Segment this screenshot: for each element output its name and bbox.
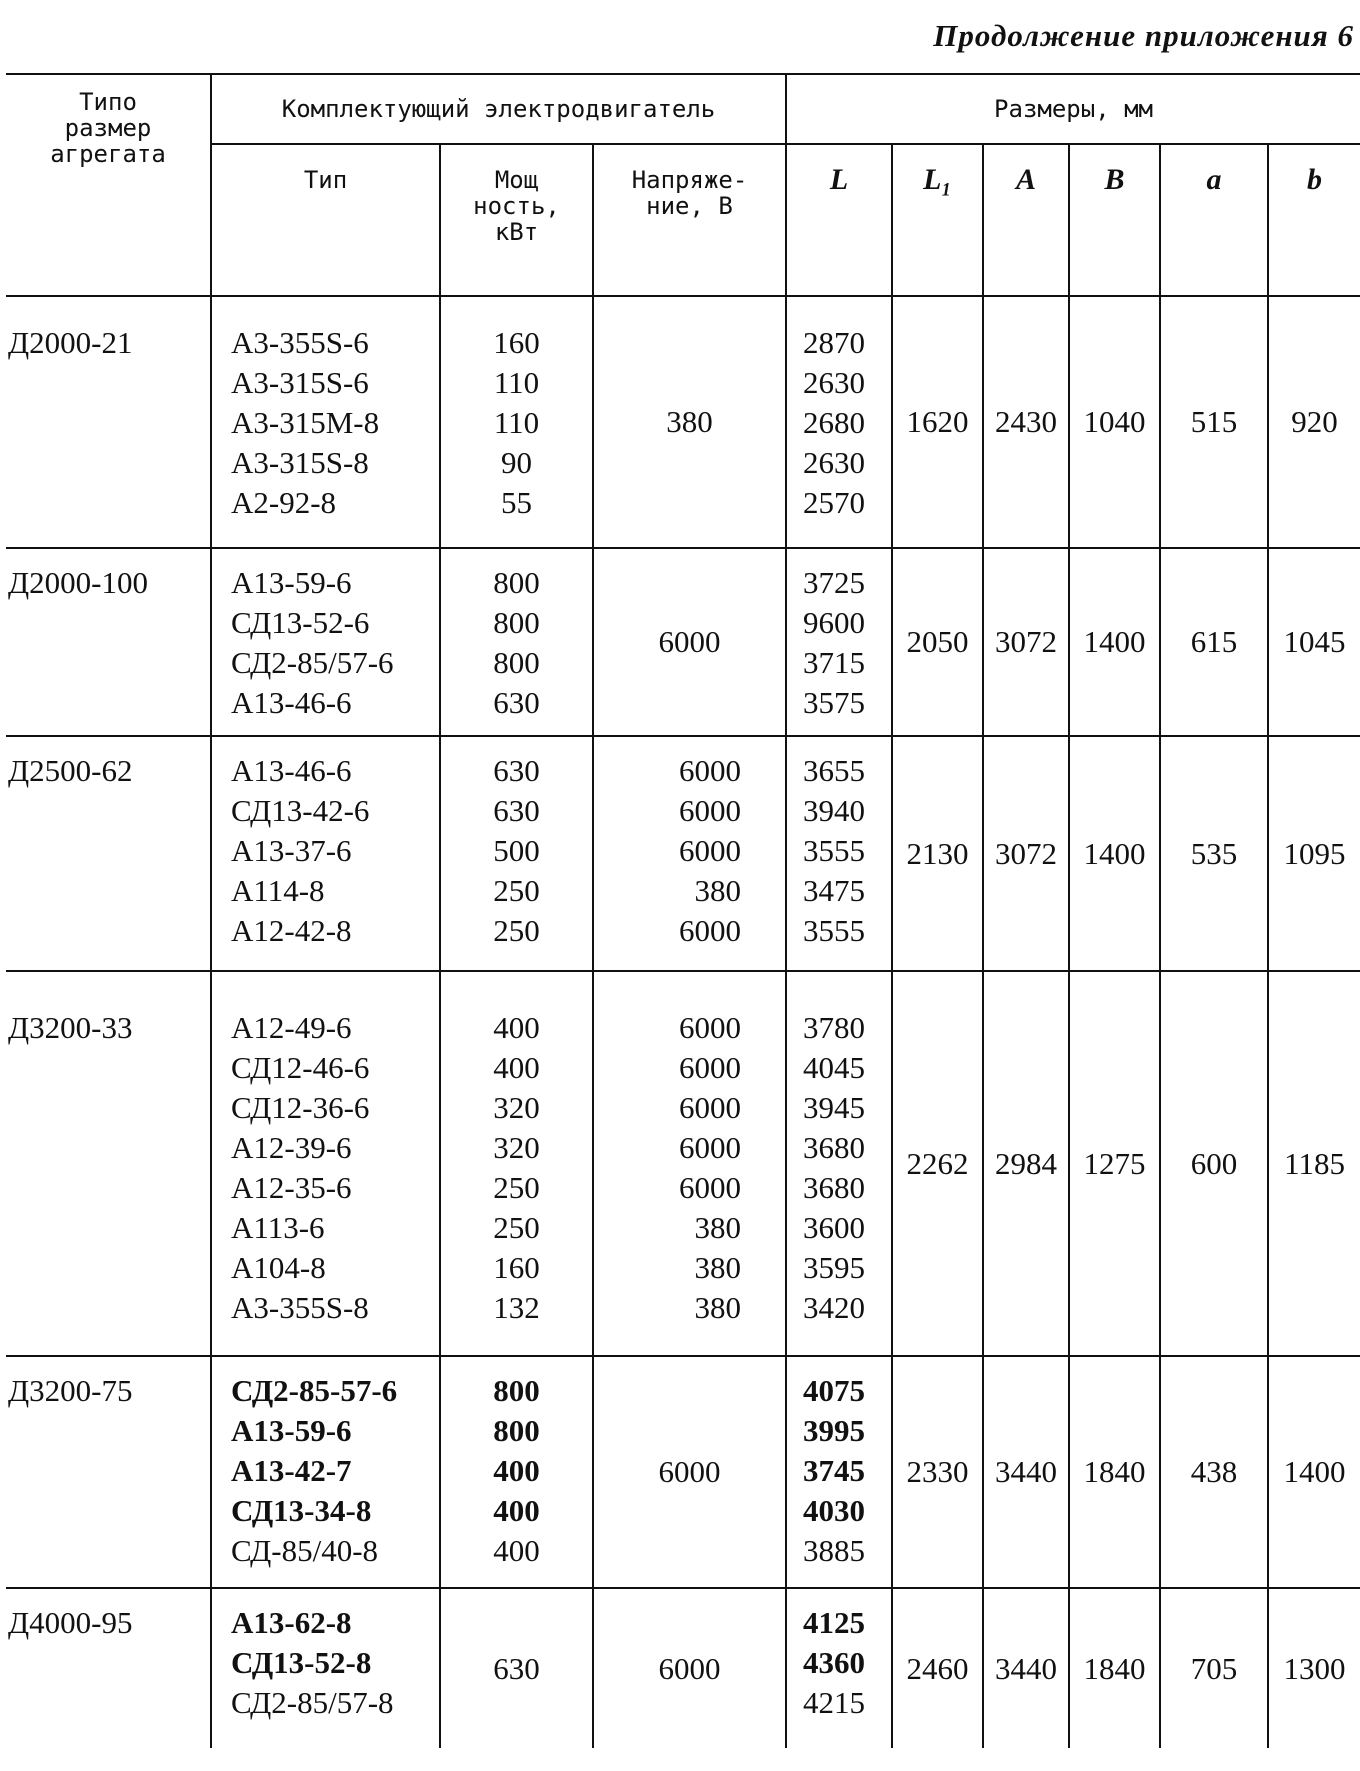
dim-B: 1840 [1069, 1588, 1160, 1748]
dim-B: 1840 [1069, 1356, 1160, 1588]
unit-size: Д3200-33 [6, 971, 211, 1356]
table-row [6, 548, 1360, 736]
motor-types: А13-59-6 СД13-52-6 СД2-85/57-6 А13-46-6 [211, 548, 440, 736]
dim-L1: 2262 [892, 971, 983, 1356]
dim-A: 2430 [983, 296, 1069, 548]
header-b: b [1268, 144, 1360, 296]
unit-size: Д2000-21 [6, 296, 211, 548]
table-row [6, 971, 1360, 1356]
dim-b: 1045 [1268, 548, 1360, 736]
table-row [6, 1588, 1360, 1748]
dim-B: 1040 [1069, 296, 1160, 548]
page-caption: Продолжение приложения 6 [933, 18, 1354, 53]
dim-L: 4125 4360 4215 [786, 1588, 892, 1748]
motor-types: А13-46-6 СД13-42-6 А13-37-6 А114-8 А12-42-8 [211, 736, 440, 971]
dim-b: 920 [1268, 296, 1360, 548]
motor-types: А3-355S-6 А3-315S-6 А3-315М-8 А3-315S-8 А2-92-8 [211, 296, 440, 548]
header-a: a [1160, 144, 1268, 296]
dim-a: 705 [1160, 1588, 1268, 1748]
dim-B: 1275 [1069, 971, 1160, 1356]
dim-L: 3780 4045 3945 3680 3680 3600 3595 3420 [786, 971, 892, 1356]
dim-L1: 2050 [892, 548, 983, 736]
table-row [6, 296, 1360, 548]
header-A: A [983, 144, 1069, 296]
dim-A: 3072 [983, 736, 1069, 971]
header-L: L [786, 144, 892, 296]
dim-A: 3440 [983, 1588, 1069, 1748]
dim-a: 535 [1160, 736, 1268, 971]
dim-A: 3440 [983, 1356, 1069, 1588]
dim-L1: 1620 [892, 296, 983, 548]
dim-b: 1095 [1268, 736, 1360, 971]
motor-voltages: 6000 6000 6000 380 6000 [593, 736, 786, 971]
dim-L: 3655 3940 3555 3475 3555 [786, 736, 892, 971]
motor-powers: 800 800 400 400 400 [440, 1356, 593, 1588]
motor-types: А12-49-6 СД12-46-6 СД12-36-6 А12-39-6 А12-35-6 А113-6 А104-8 А3-355S-8 [211, 971, 440, 1356]
dim-A: 2984 [983, 971, 1069, 1356]
dim-B: 1400 [1069, 548, 1160, 736]
motor-powers: 630 630 500 250 250 [440, 736, 593, 971]
unit-size: Д3200-75 [6, 1356, 211, 1588]
table-row [6, 736, 1360, 971]
unit-size: Д4000-95 [8, 1605, 133, 1640]
motor-voltage: 6000 [593, 1588, 786, 1748]
table-row [6, 1356, 1360, 1588]
dim-a: 600 [1160, 971, 1268, 1356]
motor-voltage: 6000 [593, 548, 786, 736]
dim-b: 1300 [1268, 1588, 1360, 1748]
motor-types: А13-62-8 СД13-52-8 СД2-85/57-8 [211, 1588, 440, 1748]
header-motor-group: Комплектующий электродвигатель [211, 74, 786, 144]
motor-powers: 400 400 320 320 250 250 160 132 [440, 971, 593, 1356]
motor-voltage: 6000 [593, 1356, 786, 1588]
motor-voltages: 6000 6000 6000 6000 6000 380 380 380 [593, 971, 786, 1356]
header-voltage: Напряже- ние, В [593, 144, 786, 296]
header-unit: Типо размер агрегата [6, 74, 211, 296]
dim-A: 3072 [983, 548, 1069, 736]
motor-powers: 160 110 110 90 55 [440, 296, 593, 548]
dim-L1: 2460 [892, 1588, 983, 1748]
dim-L1: 2130 [892, 736, 983, 971]
header-L1: L₁ [892, 144, 983, 296]
dim-L: 4075 3995 3745 4030 3885 [786, 1356, 892, 1588]
header-power: Мощ ность, кВт [440, 144, 593, 296]
dim-L: 2870 2630 2680 2630 2570 [786, 296, 892, 548]
dim-L: 3725 9600 3715 3575 [786, 548, 892, 736]
header-dims-group: Размеры, мм [786, 74, 1360, 144]
dim-a: 615 [1160, 548, 1268, 736]
dim-b: 1400 [1268, 1356, 1360, 1588]
dim-L1: 2330 [892, 1356, 983, 1588]
dim-b: 1185 [1268, 971, 1360, 1356]
motor-voltage: 380 [593, 296, 786, 548]
motor-power: 630 [440, 1588, 593, 1748]
dim-B: 1400 [1069, 736, 1160, 971]
unit-size: Д2500-62 [6, 736, 211, 971]
motor-powers: 800 800 800 630 [440, 548, 593, 736]
motor-dimensions-table [6, 73, 1360, 1748]
motor-types: СД2-85-57-6 А13-59-6 А13-42-7 СД13-34-8 СД-85/40-8 [211, 1356, 440, 1588]
unit-size: Д2000-100 [6, 548, 211, 736]
dim-a: 515 [1160, 296, 1268, 548]
header-type: Тип [211, 144, 440, 296]
dim-a: 438 [1160, 1356, 1268, 1588]
header-B: B [1069, 144, 1160, 296]
